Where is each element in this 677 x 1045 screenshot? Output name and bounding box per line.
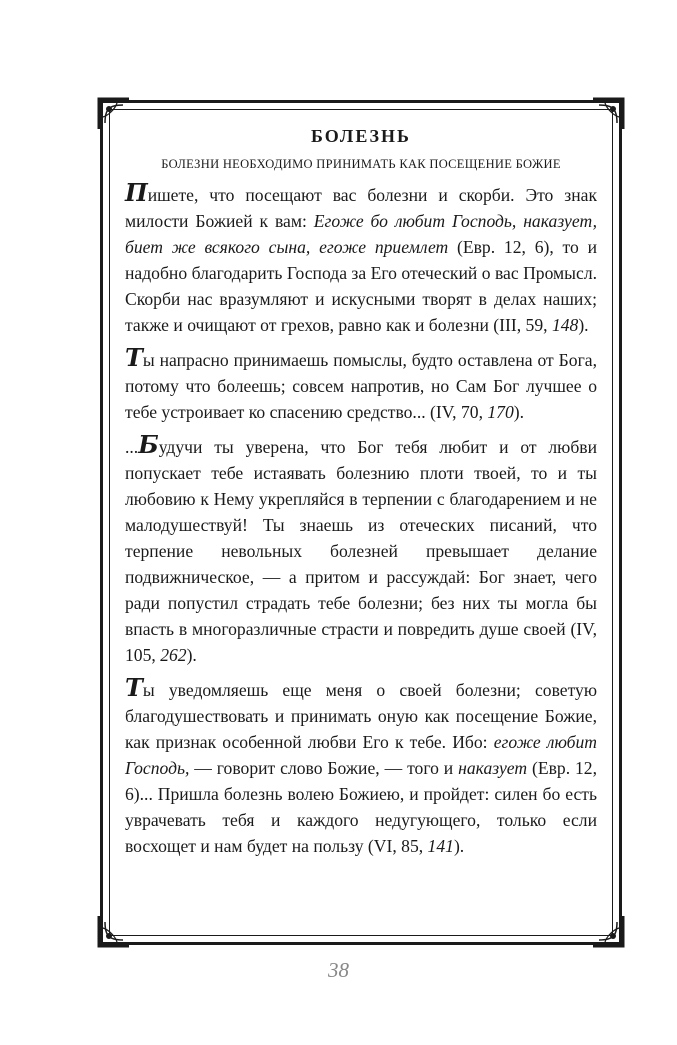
- page-number: 38: [328, 958, 349, 982]
- scripture-quote: егоже любит Господь,: [125, 732, 597, 778]
- paragraph-text: ы напрасно принимаешь помыслы, будто оставлена от Бога, потому что болеешь; совсем напротив, но Сам Бог лучшее о тебе устроивает ко спасению средство... (IV, 70,: [125, 350, 597, 422]
- paragraph-2: [125, 343, 597, 425]
- reference-page: 141: [427, 836, 454, 856]
- scripture-quote: наказует: [458, 758, 528, 778]
- paragraph-text: ы уведомляешь еще меня о своей болезни; советую благодушествовать и принимать оную как посещение Божие, как признак особенной любви Его к тебе. Ибо:: [125, 680, 597, 752]
- paragraph-text: ).: [513, 402, 525, 422]
- reference-page: 170: [487, 402, 514, 422]
- paragraph-text: удучи ты уверена, что Бог тебя любит и от любви попускает тебе истаявать болезнию плоти твоей, то и ты любовию к Нему укрепляйся в терпении с благодарением и не малодушествуй! Ты знаешь из отеческих писаний, что терпение невольных болезней превышает делание подвижническое, — а притом и рассуждай: Бог знает, чего ради попустил страдать тебе болезни; без них ты могла бы впасть в многоразличные страсти и повредить душе своей (IV, 105,: [125, 437, 597, 665]
- paragraph-text: (Евр. 12, 6)... Пришла болезнь волею Божиею, и пройдет: силен бо есть уврачевать тебя и каждого недугующего, только если восхощет и нам будет на пользу (VI, 85,: [125, 758, 597, 856]
- reference-page: 262: [160, 645, 187, 665]
- chapter-heading: БОЛЕЗНЬ: [311, 126, 411, 146]
- paragraph-1: [125, 178, 597, 338]
- drop-cap: П: [125, 178, 148, 207]
- reference-page: 148: [551, 315, 579, 335]
- drop-cap: Б: [138, 430, 159, 459]
- scripture-quote: Егоже бо любит Господь, наказует, биет же всякого сына, егоже приемлет: [125, 211, 597, 257]
- paragraph-3: [125, 430, 597, 668]
- corner-ornament-icon: [591, 914, 625, 948]
- page-content: [125, 120, 597, 868]
- paragraph-text: (Евр. 12, 6), то и надобно благодарить Господа за Его отеческий о вас Промысл. Скорби нас вразумляют и искусными творят в делах наших; также и очищают от грехов, равно как и болезни (III, 59,: [125, 237, 597, 335]
- paragraph-text: — говорит слово Божие, — того и: [189, 758, 459, 778]
- paragraph-text: ...: [125, 437, 139, 457]
- chapter-subheading: БОЛЕЗНИ НЕОБХОДИМО ПРИНИМАТЬ КАК ПОСЕЩЕНИЕ БОЖИЕ: [161, 157, 561, 171]
- drop-cap: Т: [125, 343, 143, 372]
- paragraph-text: ).: [453, 836, 465, 856]
- paragraph-text: ).: [186, 645, 197, 665]
- paragraph-text: ишете, что посещают вас болезни и скорби. Это знак милости Божией к вам:: [125, 185, 597, 231]
- paragraph-text: ).: [578, 315, 589, 335]
- corner-ornament-icon: [97, 914, 131, 948]
- drop-cap: Т: [125, 673, 143, 702]
- paragraph-4: [125, 673, 597, 859]
